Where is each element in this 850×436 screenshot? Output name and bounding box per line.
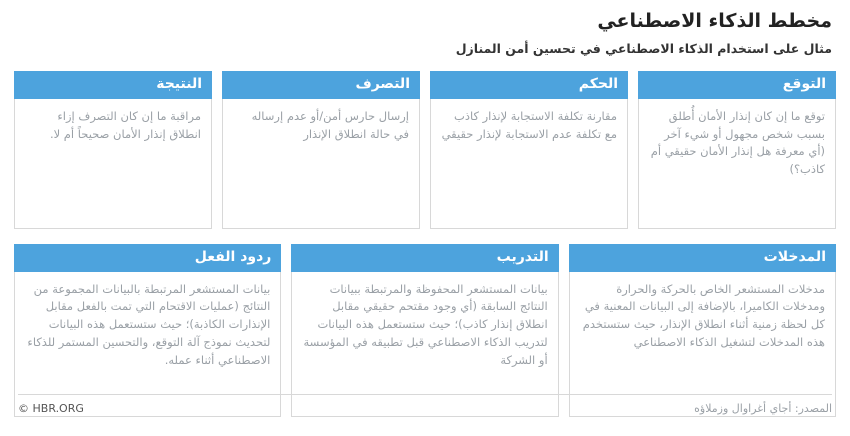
card-title: النتيجة xyxy=(14,71,212,99)
card-body: إرسال حارس أمن/أو عدم إرساله في حالة انطلاق الإنذار xyxy=(222,99,420,229)
source-label: المصدر: أجاي أغراوال وزملاؤه xyxy=(694,402,832,415)
card-body: مراقبة ما إن كان التصرف إزاء انطلاق إنذار الأمان صحيحاً أم لا. xyxy=(14,99,212,229)
card-title: التصرف xyxy=(222,71,420,99)
card-title: الحكم xyxy=(430,71,628,99)
card-body: بيانات المستشعر المرتبطة بالبيانات المجموعة من النتائج (عمليات الاقتحام التي تمت بالفعل مقابل الإنذارات الكاذبة)؛ حيث ستستعمل هذه البيانات لتحديث نموذج آلة التوقع، والتحسين المستمر للذكاء الاصطناعي أثناء عمله. xyxy=(14,272,281,417)
card-feedback xyxy=(14,244,281,417)
page-title: مخطط الذكاء الاصطناعي xyxy=(597,10,832,32)
card-prediction xyxy=(638,71,836,229)
header xyxy=(14,0,836,57)
page-subtitle: مثال على استخدام الذكاء الاصطناعي في تحسين أمن المنازل xyxy=(455,40,832,56)
card-body: مدخلات المستشعر الخاص بالحركة والحرارة ومدخلات الكاميرا، بالإضافة إلى البيانات المعنية في كل لحظة زمنية أثناء انطلاق الإنذار، حيث ستستخدم هذه المدخلات لتشغيل الذكاء الاصطناعي xyxy=(569,272,836,417)
card-body: بيانات المستشعر المحفوظة والمرتبطة ببيانات النتائج السابقة (أي وجود مقتحم حقيقي مقابل انطلاق إنذار كاذب)؛ حيث ستستعمل هذه البيانات لتدريب الذكاء الاصطناعي قبل تطبيقه في المؤسسة أو الشركة xyxy=(291,272,558,417)
footer-text-row xyxy=(14,395,836,415)
card-body: توقع ما إن كان إنذار الأمان أُطلق بسبب شخص مجهول أو شيء آخر (أي معرفة هل إنذار الأمان حقيقي أم كاذب؟) xyxy=(638,99,836,229)
footer xyxy=(14,394,836,428)
card-body: مقارنة تكلفة الاستجابة لإنذار كاذب مع تكلفة عدم الاستجابة لإنذار حقيقي xyxy=(430,99,628,229)
card-row-bottom xyxy=(14,244,836,417)
card-title: التدريب xyxy=(291,244,558,272)
card-training xyxy=(291,244,558,417)
credit-label: © HBR.ORG xyxy=(18,402,84,415)
card-inputs xyxy=(569,244,836,417)
card-title: ردود الفعل xyxy=(14,244,281,272)
card-title: المدخلات xyxy=(569,244,836,272)
card-row-top xyxy=(14,71,836,229)
card-judgment xyxy=(430,71,628,229)
card-title: التوقع xyxy=(638,71,836,99)
card-outcome xyxy=(14,71,212,229)
card-action xyxy=(222,71,420,229)
